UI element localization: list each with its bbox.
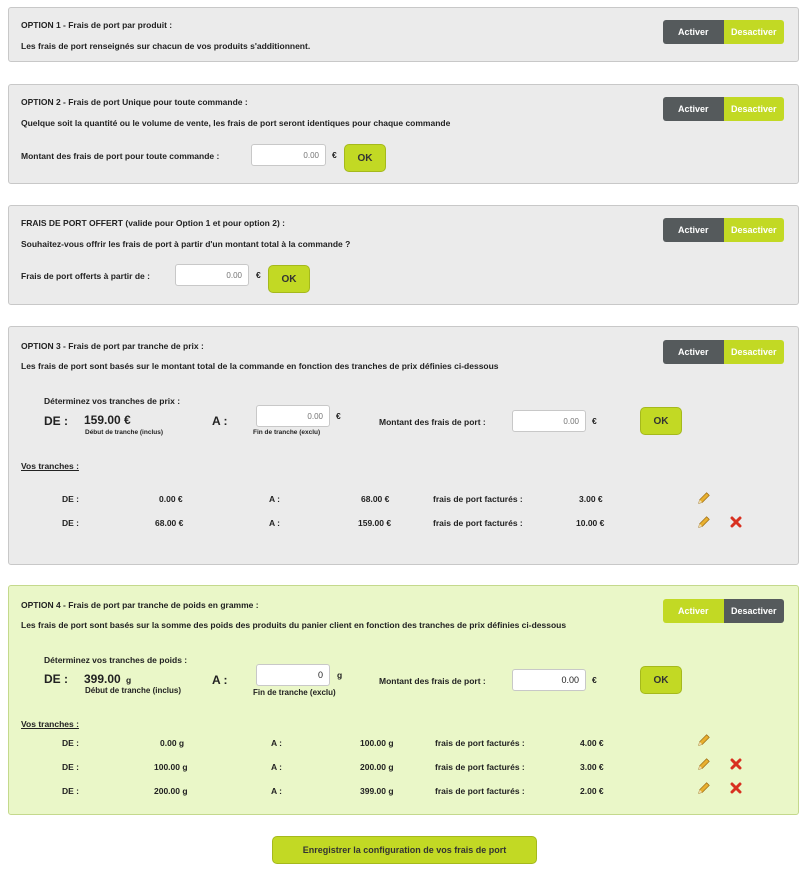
delete-cross-icon[interactable] [730, 758, 742, 770]
option4-de-value: 399.00 [84, 672, 121, 686]
option3-de-value: 159.00 € [84, 413, 131, 427]
table-row [9, 494, 798, 510]
row-de: DE : [62, 518, 79, 528]
option2-toggle [663, 97, 784, 121]
option4-desactiver-button[interactable]: Desactiver [724, 599, 785, 623]
euro-sign: € [332, 150, 337, 160]
delete-cross-icon[interactable] [730, 782, 742, 794]
option1-desactiver-button[interactable]: Desactiver [724, 20, 785, 44]
option3-montant-label: Montant des frais de port : [379, 417, 486, 427]
option4-activer-button[interactable]: Activer [663, 599, 724, 623]
option4-panel [8, 585, 799, 815]
option4-a-label: A : [212, 673, 228, 687]
option3-panel [8, 326, 799, 565]
option4-determine-label: Déterminez vos tranches de poids : [44, 655, 188, 665]
option3-fin-input[interactable] [256, 405, 330, 427]
row-from: 100.00 g [154, 762, 188, 772]
option1-title: OPTION 1 - Frais de port par produit : [21, 20, 173, 30]
option4-toggle [663, 599, 784, 623]
row-label: frais de port facturés : [435, 762, 525, 772]
option4-montant-label: Montant des frais de port : [379, 676, 486, 686]
delete-cross-icon[interactable] [730, 516, 742, 528]
euro-sign: € [592, 416, 597, 426]
edit-pencil-icon[interactable] [697, 515, 711, 529]
row-label: frais de port facturés : [433, 518, 523, 528]
row-label: frais de port facturés : [435, 786, 525, 796]
edit-pencil-icon[interactable] [697, 491, 711, 505]
row-de: DE : [62, 738, 79, 748]
option4-fin-caption: Fin de tranche (exclu) [253, 688, 336, 697]
row-to: 200.00 g [360, 762, 394, 772]
row-fee: 3.00 € [580, 762, 604, 772]
row-fee: 10.00 € [576, 518, 605, 528]
edit-pencil-icon[interactable] [697, 781, 711, 795]
row-to: 68.00 € [361, 494, 390, 504]
free-threshold-input[interactable] [175, 264, 249, 286]
option3-desactiver-button[interactable]: Desactiver [724, 340, 785, 364]
free-shipping-panel [8, 205, 799, 305]
option1-toggle [663, 20, 784, 44]
option2-desc: Quelque soit la quantité ou le volume de vente, les frais de port seront identiques pour chaque commande [21, 118, 451, 128]
table-row [9, 786, 798, 802]
option2-amount-input[interactable] [251, 144, 326, 166]
edit-pencil-icon[interactable] [697, 757, 711, 771]
option3-fin-caption: Fin de tranche (exclu) [253, 429, 321, 436]
option3-a-label: A : [212, 414, 228, 428]
option2-panel [8, 84, 799, 184]
free-label: Frais de port offerts à partir de : [21, 271, 150, 281]
free-activer-button[interactable]: Activer [663, 218, 724, 242]
row-a: A : [271, 738, 283, 748]
euro-sign: € [256, 270, 261, 280]
row-to: 159.00 € [358, 518, 392, 528]
option3-activer-button[interactable]: Activer [663, 340, 724, 364]
option3-desc: Les frais de port sont basés sur le montant total de la commande en fonction des tranches de prix définies ci-dessous [21, 361, 499, 371]
free-toggle [663, 218, 784, 242]
option1-activer-button[interactable]: Activer [663, 20, 724, 44]
option4-montant-input[interactable] [512, 669, 586, 691]
option4-tranches-title: Vos tranches : [21, 719, 79, 729]
row-a: A : [269, 494, 281, 504]
edit-pencil-icon[interactable] [697, 733, 711, 747]
option3-ok-button[interactable]: OK [640, 407, 682, 435]
row-from: 0.00 € [159, 494, 183, 504]
row-fee: 4.00 € [580, 738, 604, 748]
free-desactiver-button[interactable]: Desactiver [724, 218, 785, 242]
option4-fin-input[interactable] [256, 664, 330, 686]
option3-tranches-title: Vos tranches : [21, 461, 79, 471]
row-a: A : [271, 762, 283, 772]
row-to: 399.00 g [360, 786, 394, 796]
table-row [9, 762, 798, 778]
row-a: A : [271, 786, 283, 796]
free-title: FRAIS DE PORT OFFERT (valide pour Option 1 et pour option 2) : [21, 218, 285, 228]
option4-debut-caption: Début de tranche (inclus) [85, 686, 182, 695]
option4-ok-button[interactable]: OK [640, 666, 682, 694]
row-from: 68.00 € [155, 518, 184, 528]
option2-activer-button[interactable]: Activer [663, 97, 724, 121]
euro-sign: € [592, 675, 597, 685]
gram-sign: g [337, 670, 343, 680]
row-fee: 2.00 € [580, 786, 604, 796]
option4-title: OPTION 4 - Frais de port par tranche de poids en gramme : [21, 600, 259, 610]
option3-debut-caption: Début de tranche (inclus) [85, 429, 164, 436]
option2-desactiver-button[interactable]: Desactiver [724, 97, 785, 121]
option3-de-label: DE : [44, 414, 68, 428]
row-a: A : [269, 518, 281, 528]
row-de: DE : [62, 786, 79, 796]
option3-toggle [663, 340, 784, 364]
row-fee: 3.00 € [579, 494, 603, 504]
euro-sign: € [336, 411, 341, 421]
option4-desc: Les frais de port sont basés sur la somme des poids des produits du panier client en fonction des tranches de prix définies ci-dessous [21, 620, 567, 630]
row-de: DE : [62, 494, 79, 504]
option2-title: OPTION 2 - Frais de port Unique pour toute commande : [21, 97, 248, 107]
row-from: 0.00 g [160, 738, 185, 748]
save-configuration-button[interactable]: Enregistrer la configuration de vos frais de port [272, 836, 537, 864]
option4-de-label: DE : [44, 672, 68, 686]
option3-determine-label: Déterminez vos tranches de prix : [44, 396, 181, 406]
option1-panel [8, 7, 799, 62]
option2-amount-label: Montant des frais de port pour toute commande : [21, 151, 220, 161]
row-from: 200.00 g [154, 786, 188, 796]
row-to: 100.00 g [360, 738, 394, 748]
option2-ok-button[interactable]: OK [344, 144, 386, 172]
free-desc: Souhaitez-vous offrir les frais de port à partir d'un montant total à la commande ? [21, 239, 351, 249]
table-row [9, 738, 798, 754]
option4-de-unit: g [126, 675, 132, 685]
table-row [9, 518, 798, 534]
option3-montant-input[interactable] [512, 410, 586, 432]
row-label: frais de port facturés : [435, 738, 525, 748]
free-ok-button[interactable]: OK [268, 265, 310, 293]
row-de: DE : [62, 762, 79, 772]
row-label: frais de port facturés : [433, 494, 523, 504]
option1-desc: Les frais de port renseignés sur chacun de vos produits s'additionnent. [21, 41, 311, 51]
option3-title: OPTION 3 - Frais de port par tranche de prix : [21, 341, 204, 351]
